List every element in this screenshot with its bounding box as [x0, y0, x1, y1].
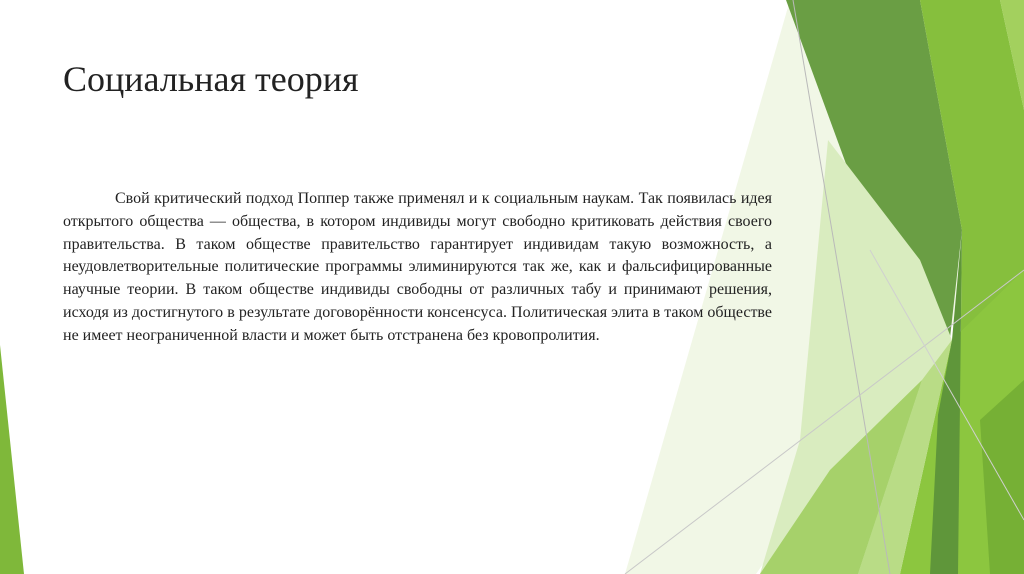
- left-green-sliver: [0, 345, 24, 574]
- slide-title: Социальная теория: [63, 59, 359, 99]
- body-paragraph: Свой критический подход Поппер также применял и к социальным наукам. Так появилась идея открытого общества — общества, в котором индивиды могут свободно критиковать действия своего правительства. В таком обществе правительство гарантирует индивидам такую возможность, а неудовлетворительные политические программы элиминируются так же, как и фальсифицированные научные теории. В таком обществе индивиды свободны от различных табу и принимают решения, исходя из достигнутого в результате договорённости консенсуса. Политическая элита в таком обществе не имеет неограниченной власти и может быть отстранена без кровопролития.: [63, 190, 772, 344]
